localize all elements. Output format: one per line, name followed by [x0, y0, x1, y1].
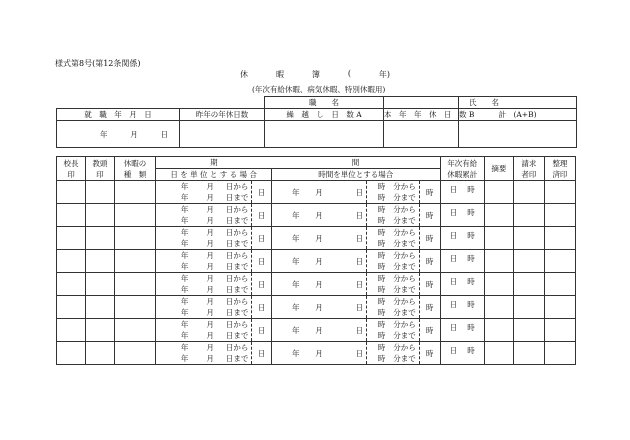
principal-seal-cell[interactable] — [57, 227, 86, 250]
requester-seal-cell[interactable] — [513, 273, 544, 296]
hour-day-cell[interactable]: 日 — [337, 342, 367, 365]
day-count-cell[interactable]: 日 — [252, 227, 272, 250]
day-range-cell[interactable]: 年 月 日から 年 月 日まで — [156, 319, 252, 342]
title-char: 簿 — [311, 70, 320, 79]
cumulative-cell[interactable]: 日 時 — [440, 250, 484, 273]
hour-month-cell[interactable]: 月 — [301, 250, 336, 273]
position-label: 職 名 — [265, 97, 384, 109]
day-range-cell[interactable]: 年 月 日から 年 月 日まで — [156, 296, 252, 319]
hour-year-cell[interactable]: 年 — [272, 296, 302, 319]
vice-principal-seal-cell[interactable] — [85, 273, 114, 296]
hour-day-cell[interactable]: 日 — [337, 273, 367, 296]
requester-seal-cell[interactable] — [513, 204, 544, 227]
hour-year-cell[interactable]: 年 — [272, 342, 302, 365]
vice-principal-seal-cell[interactable] — [85, 204, 114, 227]
day-range-cell[interactable]: 年 月 日から 年 月 日まで — [156, 250, 252, 273]
summary-cell[interactable] — [484, 181, 513, 204]
total-field[interactable] — [459, 121, 577, 148]
leave-type-header: 休暇の 種 類 — [114, 157, 155, 181]
principal-seal-cell[interactable] — [57, 181, 86, 204]
hour-year-cell[interactable]: 年 — [272, 319, 302, 342]
processed-seal-cell[interactable] — [544, 342, 575, 365]
hour-month-cell[interactable]: 月 — [301, 273, 336, 296]
leave-record-row — [57, 319, 576, 342]
principal-seal-cell[interactable] — [57, 342, 86, 365]
title-char: ( — [347, 69, 351, 78]
hour-count-cell[interactable]: 時 — [419, 227, 440, 250]
hour-range-cell[interactable]: 時 分から 時 分まで — [367, 227, 420, 250]
cumulative-cell[interactable]: 日 時 — [440, 296, 484, 319]
summary-header: 摘要 — [484, 157, 513, 181]
vice-principal-seal-cell[interactable] — [85, 342, 114, 365]
vice-principal-seal-cell[interactable] — [85, 181, 114, 204]
leave-record-row — [57, 181, 576, 204]
hour-count-cell[interactable]: 時 — [419, 273, 440, 296]
cumulative-cell[interactable]: 日 時 — [440, 273, 484, 296]
carryover-days-field[interactable] — [265, 121, 384, 148]
hour-month-cell[interactable]: 月 — [301, 319, 336, 342]
hour-count-cell[interactable]: 時 — [419, 296, 440, 319]
requester-seal-cell[interactable] — [513, 227, 544, 250]
leave-record-row — [57, 273, 576, 296]
hire-date-month: 月 — [130, 129, 138, 139]
hour-month-cell[interactable]: 月 — [301, 181, 336, 204]
day-count-cell[interactable]: 日 — [252, 342, 272, 365]
requester-seal-cell[interactable] — [513, 250, 544, 273]
document-subtitle: (年次有給休暇、病気休暇、特別休暇用) — [252, 85, 386, 94]
leave-type-cell[interactable] — [114, 227, 155, 250]
hour-count-cell[interactable]: 時 — [419, 181, 440, 204]
this-year-leave-field[interactable] — [384, 121, 459, 148]
leave-type-cell[interactable] — [114, 273, 155, 296]
hour-range-cell[interactable]: 時 分から 時 分まで — [367, 181, 420, 204]
hour-count-cell[interactable]: 時 — [419, 250, 440, 273]
hour-range-cell[interactable]: 時 分から 時 分まで — [367, 342, 420, 365]
summary-cell[interactable] — [484, 250, 513, 273]
hire-date-year: 年 — [99, 129, 108, 139]
hour-count-cell[interactable]: 時 — [419, 204, 440, 227]
principal-seal-header: 校長 印 — [57, 157, 86, 181]
hour-day-cell[interactable]: 日 — [337, 319, 367, 342]
requester-seal-header: 請求 者印 — [513, 157, 544, 181]
hour-range-cell[interactable]: 時 分から 時 分まで — [367, 319, 420, 342]
summary-cell[interactable] — [484, 296, 513, 319]
summary-cell[interactable] — [484, 204, 513, 227]
hour-day-cell[interactable]: 日 — [337, 250, 367, 273]
prev-year-leave-field[interactable] — [180, 121, 265, 148]
leave-records-table — [56, 156, 576, 365]
title-char: 年) — [378, 70, 390, 79]
day-count-cell[interactable]: 日 — [252, 204, 272, 227]
cumulative-cell[interactable]: 日 時 — [440, 204, 484, 227]
hire-date-field[interactable] — [57, 121, 180, 148]
hour-range-cell[interactable]: 時 分から 時 分まで — [367, 250, 420, 273]
hire-date-header: 就 職 年 月 日 — [57, 109, 180, 121]
processed-seal-cell[interactable] — [544, 296, 575, 319]
hour-year-cell[interactable]: 年 — [272, 181, 302, 204]
leave-type-cell[interactable] — [114, 342, 155, 365]
hour-range-cell[interactable]: 時 分から 時 分まで — [367, 204, 420, 227]
leave-record-row — [57, 250, 576, 273]
day-count-cell[interactable]: 日 — [252, 273, 272, 296]
leave-type-cell[interactable] — [114, 250, 155, 273]
processed-seal-cell[interactable] — [544, 181, 575, 204]
cumulative-cell[interactable]: 日 時 — [440, 181, 484, 204]
by-hour-header: 時間を単位とする場合 — [272, 169, 441, 181]
processed-seal-cell[interactable] — [544, 319, 575, 342]
summary-cell[interactable] — [484, 227, 513, 250]
hour-month-cell[interactable]: 月 — [301, 204, 336, 227]
day-count-cell[interactable]: 日 — [252, 296, 272, 319]
vice-principal-seal-cell[interactable] — [85, 296, 114, 319]
day-range-cell[interactable]: 年 月 日から 年 月 日まで — [156, 227, 252, 250]
position-field[interactable] — [384, 97, 459, 109]
hour-count-cell[interactable]: 時 — [419, 319, 440, 342]
cumulative-cell[interactable]: 日 時 — [440, 342, 484, 365]
vice-principal-seal-cell[interactable] — [85, 319, 114, 342]
day-count-cell[interactable]: 日 — [252, 181, 272, 204]
day-count-cell[interactable]: 日 — [252, 319, 272, 342]
hour-range-cell[interactable]: 時 分から 時 分まで — [367, 273, 420, 296]
carryover-days-header: 繰 越 し 日 数 A — [265, 109, 384, 121]
leave-record-row — [57, 227, 576, 250]
day-range-cell[interactable]: 年 月 日から 年 月 日まで — [156, 273, 252, 296]
vice-principal-seal-cell[interactable] — [85, 227, 114, 250]
principal-seal-cell[interactable] — [57, 319, 86, 342]
period-header-right: 間 — [272, 157, 441, 169]
hour-day-cell[interactable]: 日 — [337, 296, 367, 319]
summary-cell[interactable] — [484, 273, 513, 296]
principal-seal-cell[interactable] — [57, 273, 86, 296]
requester-seal-cell[interactable] — [513, 181, 544, 204]
document-title — [240, 69, 390, 80]
hour-day-cell[interactable]: 日 — [337, 181, 367, 204]
processed-seal-header: 整理 済印 — [544, 157, 575, 181]
prev-year-leave-header: 昨年の年休日数 — [180, 109, 265, 121]
leave-record-row — [57, 342, 576, 365]
by-day-header: 日 を 単 位 と す る 場 合 — [156, 169, 272, 181]
hour-year-cell[interactable]: 年 — [272, 250, 302, 273]
requester-seal-cell[interactable] — [513, 342, 544, 365]
vice-principal-seal-header: 教頭 印 — [85, 157, 114, 181]
hour-year-cell[interactable]: 年 — [272, 273, 302, 296]
leave-type-cell[interactable] — [114, 319, 155, 342]
title-char: 休 — [240, 70, 248, 79]
hire-date-day: 日 — [160, 129, 168, 139]
title-char: 暇 — [275, 70, 284, 79]
leave-type-cell[interactable] — [114, 296, 155, 319]
day-count-cell[interactable]: 日 — [252, 250, 272, 273]
hour-year-cell[interactable]: 年 — [272, 227, 302, 250]
cumulative-cell[interactable]: 日 時 — [440, 319, 484, 342]
leave-record-row — [57, 296, 576, 319]
processed-seal-cell[interactable] — [544, 273, 575, 296]
processed-seal-cell[interactable] — [544, 204, 575, 227]
processed-seal-cell[interactable] — [544, 250, 575, 273]
requester-seal-cell[interactable] — [513, 296, 544, 319]
hour-year-cell[interactable]: 年 — [272, 204, 302, 227]
leave-record-row — [57, 204, 576, 227]
principal-seal-cell[interactable] — [57, 250, 86, 273]
summary-cell[interactable] — [484, 319, 513, 342]
hour-month-cell[interactable]: 月 — [301, 227, 336, 250]
period-header-left: 期 — [156, 157, 272, 169]
requester-seal-cell[interactable] — [513, 319, 544, 342]
summary-cell[interactable] — [484, 342, 513, 365]
leave-type-cell[interactable] — [114, 204, 155, 227]
hour-month-cell[interactable]: 月 — [301, 296, 336, 319]
cumulative-header: 年次有給 休暇累計 — [440, 157, 484, 181]
this-year-leave-header: 本 年 年 休 日 数 B — [384, 110, 475, 119]
vice-principal-seal-cell[interactable] — [85, 250, 114, 273]
form-number: 様式第8号(第12条関係) — [55, 59, 141, 68]
name-label: 氏 名 — [459, 97, 577, 109]
day-range-cell[interactable]: 年 月 日から 年 月 日まで — [156, 181, 252, 204]
principal-seal-cell[interactable] — [57, 204, 86, 227]
hour-month-cell[interactable]: 月 — [301, 342, 336, 365]
leave-type-cell[interactable] — [114, 181, 155, 204]
hour-day-cell[interactable]: 日 — [337, 204, 367, 227]
employee-info-table — [56, 96, 577, 148]
hour-day-cell[interactable]: 日 — [337, 227, 367, 250]
day-range-cell[interactable]: 年 月 日から 年 月 日まで — [156, 204, 252, 227]
hour-count-cell[interactable]: 時 — [419, 342, 440, 365]
total-header: 計 (A+B) — [459, 109, 577, 121]
processed-seal-cell[interactable] — [544, 227, 575, 250]
day-range-cell[interactable]: 年 月 日から 年 月 日まで — [156, 342, 252, 365]
principal-seal-cell[interactable] — [57, 296, 86, 319]
hour-range-cell[interactable]: 時 分から 時 分まで — [367, 296, 420, 319]
cumulative-cell[interactable]: 日 時 — [440, 227, 484, 250]
